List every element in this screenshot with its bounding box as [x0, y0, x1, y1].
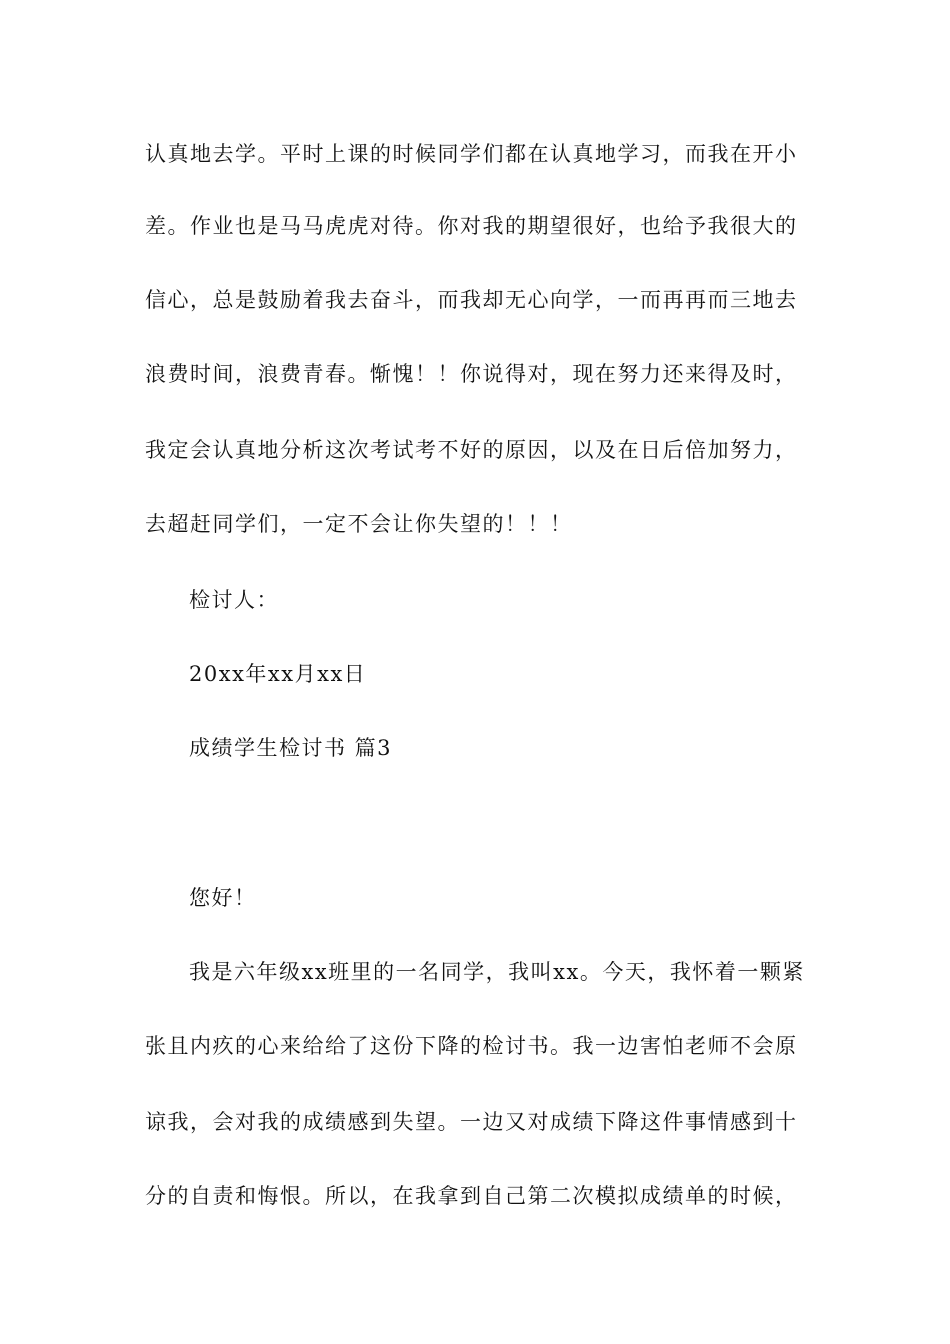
signature-label: 检讨人：	[189, 588, 279, 612]
paragraph-line: 我是六年级xx班里的一名同学，我叫xx。今天，我怀着一颗紧	[189, 960, 805, 984]
paragraph-line: 我定会认真地分析这次考试考不好的原因，以及在日后倍加努力，	[145, 438, 798, 462]
greeting: 您好！	[189, 886, 257, 910]
paragraph-line: 信心，总是鼓励着我去奋斗，而我却无心向学，一而再再而三地去	[145, 288, 798, 312]
section-title: 成绩学生检讨书 篇3	[189, 736, 393, 760]
paragraph-line: 去超赶同学们，一定不会让你失望的！！！	[145, 512, 573, 536]
paragraph-line: 谅我，会对我的成绩感到失望。一边又对成绩下降这件事情感到十	[145, 1110, 798, 1134]
paragraph-line: 差。作业也是马马虎虎对待。你对我的期望很好，也给予我很大的	[145, 214, 798, 238]
paragraph-line: 认真地去学。平时上课的时候同学们都在认真地学习，而我在开小	[145, 142, 798, 166]
paragraph-line: 分的自责和悔恨。所以，在我拿到自己第二次模拟成绩单的时候，	[145, 1184, 798, 1208]
paragraph-line: 张且内疚的心来给给了这份下降的检讨书。我一边害怕老师不会原	[145, 1034, 798, 1058]
paragraph-line: 浪费时间，浪费青春。惭愧！！你说得对，现在努力还来得及时，	[145, 362, 798, 386]
date-line: 20xx年xx月xx日	[189, 662, 367, 686]
